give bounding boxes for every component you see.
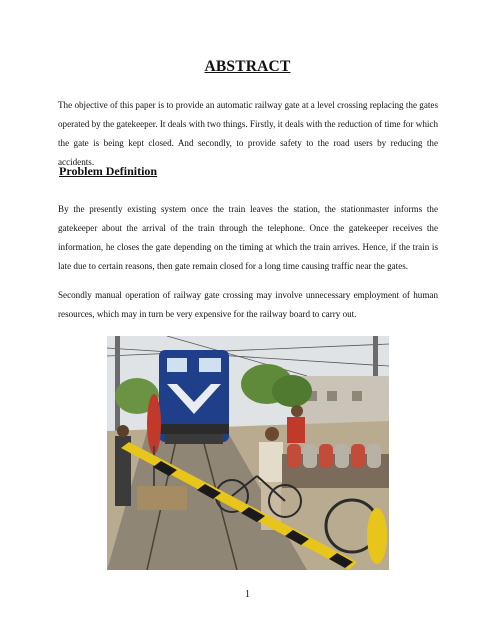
problem-paragraph-2: Secondly manual operation of railway gate crossing may involve unnecessary employment of human resources, which may in turn be very expensive for the railway board to carry out. xyxy=(58,290,438,319)
level-crossing-photo xyxy=(107,336,389,570)
locomotive xyxy=(159,350,229,444)
problem-paragraph-1: By the presently existing system once the train leaves the station, the stationmaster informs the gatekeeper about the arrival of the train through the telephone. Once the gatekeeper receives the information, he closes the gate depending on the timing at which the train arrives. Hence, if the train is late due to certain reasons, then gate remain closed for a long time causing traffic near the gates. xyxy=(58,204,438,271)
stop-sign xyxy=(147,394,161,454)
crates xyxy=(137,486,187,510)
yellow-sign xyxy=(367,508,387,564)
section-heading: Problem Definition xyxy=(59,164,158,178)
page-title: ABSTRACT xyxy=(204,58,291,75)
abstract-paragraph: The objective of this paper is to provide an automatic railway gate at a level crossing replacing the gates operated by the gatekeeper. It deals with two things. Firstly, it deals with the reduction of time for which the gate is being kept closed. And secondly, to provide safety to the road users by reducing the accidents. xyxy=(58,100,438,167)
level-crossing-illustration xyxy=(107,336,389,570)
page-number: 1 xyxy=(245,589,250,600)
